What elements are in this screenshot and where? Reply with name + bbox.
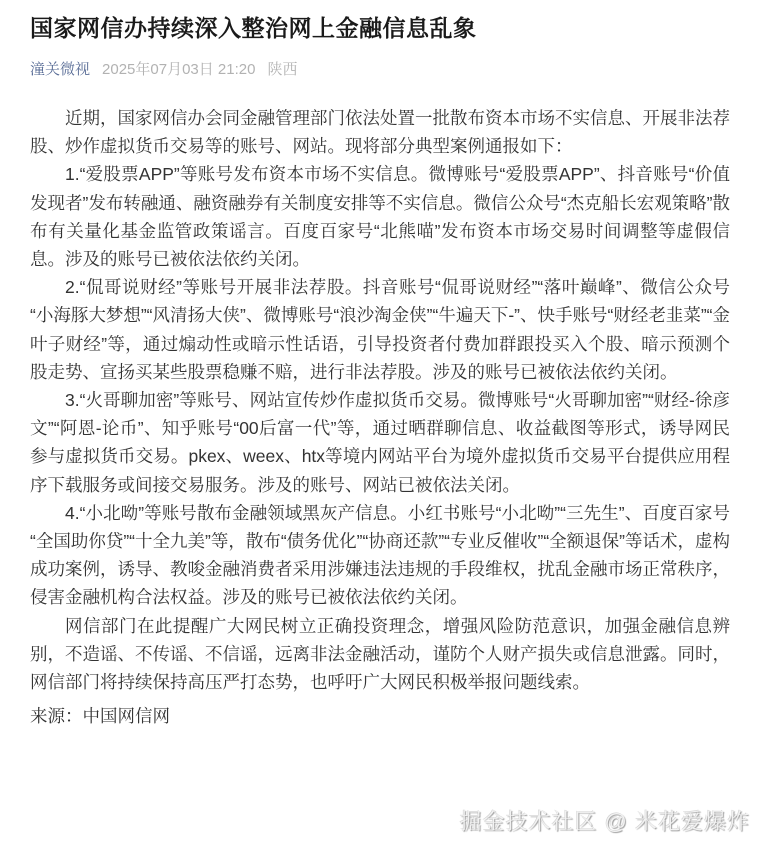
article-paragraph: 1.“爱股票APP”等账号发布资本市场不实信息。微博账号“爱股票APP”、抖音账号“价值发现者”发布转融通、融资融券有关制度安排等不实信息。微信公众号“杰克船长宏观策略”散布有关量化基金监管政策谣言。百度百家号“北熊喵”发布资本市场交易时间调整等虚假信息。涉及的账号已被依法依约关闭。 bbox=[30, 164, 730, 270]
article-title: 国家网信办持续深入整治网上金融信息乱象 bbox=[30, 15, 477, 41]
author-link[interactable]: 潼关微视 bbox=[30, 61, 91, 78]
source-line: 来源：中国网信网 bbox=[30, 706, 170, 727]
article-paragraph: 网信部门在此提醒广大网民树立正确投资理念，增强风险防范意识，加强金融信息辨别，不造谣、不传谣、不信谣，远离非法金融活动，谨防个人财产损失或信息泄露。同时，网信部门将持续保持高压严打态势，也呼吁广大网民积极举报问题线索。 bbox=[30, 615, 730, 693]
article-body bbox=[30, 104, 730, 696]
article-byline bbox=[30, 60, 730, 80]
article-paragraph: 近期，国家网信办会同金融管理部门依法处置一批散布资本市场不实信息、开展非法荐股、炒作虚拟货币交易等的账号、网站。现将部分典型案例通报如下： bbox=[30, 108, 730, 157]
publish-datetime: 2025年07月03日 21:20 bbox=[102, 61, 256, 78]
article-paragraph: 4.“小北呦”等账号散布金融领域黑灰产信息。小红书账号“小北呦”“三先生”、百度百家号“全国助你贷”“十全九美”等，散布“债务优化”“协商还款”“专业反催收”“全额退保”等话术，虚构成功案例，诱导、教唆金融消费者采用涉嫌违法违规的手段维权，扰乱金融市场正常秩序，侵害金融机构合法权益。涉及的账号已被依法依约关闭。 bbox=[30, 502, 730, 608]
article-paragraph: 2.“侃哥说财经”等账号开展非法荐股。抖音账号“侃哥说财经”“落叶巅峰”、微信公众号“小海豚大梦想”“风清扬大侠”、微博账号“浪沙淘金侠”“牛遍天下-”、快手账号“财经老韭菜”“金叶子财经”等，通过煽动性或暗示性话语，引导投资者付费加群跟投买入个股、暗示预测个股走势、宣扬买某些股票稳赚不赔，进行非法荐股。涉及的账号已被依法依约关闭。 bbox=[30, 277, 730, 382]
article-paragraph: 3.“火哥聊加密”等账号、网站宣传炒作虚拟货币交易。微博账号“火哥聊加密”“财经-徐彦文”“阿恩-论币”、知乎账号“00后富一代”等，通过晒群聊信息、收益截图等形式，诱导网民参与虚拟货币交易。pkex、weex、htx等境内网站平台为境外虚拟货币交易平台提供应用程序下载服务或间接交易服务。涉及的账号、网站已被依法关闭。 bbox=[30, 390, 730, 495]
publish-location: 陕西 bbox=[267, 61, 298, 78]
watermark: 掘金技术社区 @ 米花爱爆炸 bbox=[459, 809, 750, 834]
